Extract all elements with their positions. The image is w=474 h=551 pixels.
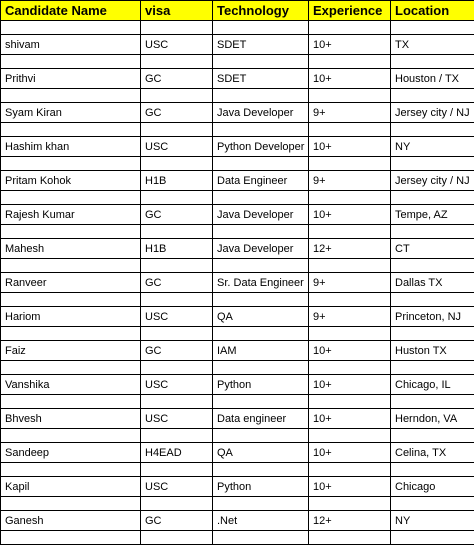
visa-cell[interactable]: H1B — [141, 239, 213, 259]
empty-cell[interactable] — [1, 463, 141, 477]
empty-cell[interactable] — [309, 89, 391, 103]
empty-cell[interactable] — [1, 259, 141, 273]
empty-cell[interactable] — [391, 463, 474, 477]
visa-cell[interactable]: USC — [141, 35, 213, 55]
visa-cell[interactable]: USC — [141, 375, 213, 395]
empty-cell[interactable] — [391, 191, 474, 205]
experience-cell[interactable]: 10+ — [309, 409, 391, 429]
technology-cell[interactable]: Python — [213, 477, 309, 497]
spacer-row — [1, 55, 474, 69]
spacer-row — [1, 463, 474, 477]
location-cell[interactable]: Jersey city / NJ — [391, 103, 474, 123]
empty-cell[interactable] — [141, 259, 213, 273]
table-row — [1, 511, 474, 531]
table-row — [1, 375, 474, 395]
empty-cell[interactable] — [391, 497, 474, 511]
location-cell[interactable]: Tempe, AZ — [391, 205, 474, 225]
table-row — [1, 443, 474, 463]
technology-cell[interactable]: Python — [213, 375, 309, 395]
spacer-row — [1, 157, 474, 171]
empty-cell[interactable] — [141, 21, 213, 35]
empty-cell[interactable] — [141, 293, 213, 307]
empty-cell[interactable] — [141, 531, 213, 545]
empty-cell[interactable] — [141, 395, 213, 409]
experience-cell[interactable]: 9+ — [309, 307, 391, 327]
empty-cell[interactable] — [213, 123, 309, 137]
empty-cell[interactable] — [141, 123, 213, 137]
empty-cell[interactable] — [1, 395, 141, 409]
location-cell[interactable]: NY — [391, 137, 474, 157]
spacer-row — [1, 259, 474, 273]
empty-cell[interactable] — [391, 225, 474, 239]
empty-cell[interactable] — [213, 191, 309, 205]
spacer-row — [1, 395, 474, 409]
spacer-row — [1, 191, 474, 205]
empty-cell[interactable] — [391, 55, 474, 69]
experience-cell[interactable]: 10+ — [309, 137, 391, 157]
header-location[interactable]: Location — [391, 1, 474, 21]
location-cell[interactable]: TX — [391, 35, 474, 55]
table-row — [1, 307, 474, 327]
empty-cell[interactable] — [141, 429, 213, 443]
empty-cell[interactable] — [1, 531, 141, 545]
empty-cell[interactable] — [1, 225, 141, 239]
technology-cell[interactable]: Java Developer — [213, 205, 309, 225]
table-row — [1, 477, 474, 497]
empty-cell[interactable] — [141, 497, 213, 511]
empty-cell[interactable] — [309, 429, 391, 443]
candidate-name-cell[interactable]: Bhvesh — [1, 409, 141, 429]
empty-cell[interactable] — [213, 293, 309, 307]
location-cell[interactable]: Huston TX — [391, 341, 474, 361]
experience-cell[interactable]: 10+ — [309, 341, 391, 361]
empty-cell[interactable] — [213, 55, 309, 69]
experience-cell[interactable]: 12+ — [309, 511, 391, 531]
table-body — [1, 21, 474, 545]
empty-cell[interactable] — [309, 497, 391, 511]
technology-cell[interactable]: Sr. Data Engineer — [213, 273, 309, 293]
spacer-row — [1, 531, 474, 545]
empty-cell[interactable] — [213, 21, 309, 35]
empty-cell[interactable] — [309, 361, 391, 375]
experience-cell[interactable]: 9+ — [309, 273, 391, 293]
empty-cell[interactable] — [1, 327, 141, 341]
visa-cell[interactable]: H1B — [141, 171, 213, 191]
visa-cell[interactable]: USC — [141, 409, 213, 429]
empty-cell[interactable] — [1, 361, 141, 375]
empty-cell[interactable] — [391, 123, 474, 137]
candidate-name-cell[interactable]: Vanshika — [1, 375, 141, 395]
empty-cell[interactable] — [391, 89, 474, 103]
visa-cell[interactable]: USC — [141, 307, 213, 327]
location-cell[interactable]: Herndon, VA — [391, 409, 474, 429]
empty-cell[interactable] — [309, 531, 391, 545]
empty-cell[interactable] — [1, 191, 141, 205]
empty-cell[interactable] — [391, 157, 474, 171]
spacer-row — [1, 225, 474, 239]
table-row — [1, 205, 474, 225]
candidate-name-cell[interactable]: Sandeep — [1, 443, 141, 463]
candidate-name-cell[interactable]: Hariom — [1, 307, 141, 327]
visa-cell[interactable]: USC — [141, 137, 213, 157]
empty-cell[interactable] — [1, 55, 141, 69]
experience-cell[interactable]: 12+ — [309, 239, 391, 259]
empty-cell[interactable] — [213, 225, 309, 239]
table-row — [1, 35, 474, 55]
location-cell[interactable]: Chicago, IL — [391, 375, 474, 395]
table-row — [1, 273, 474, 293]
empty-cell[interactable] — [1, 21, 141, 35]
empty-cell[interactable] — [309, 55, 391, 69]
empty-cell[interactable] — [309, 191, 391, 205]
empty-cell[interactable] — [391, 259, 474, 273]
empty-cell[interactable] — [391, 361, 474, 375]
visa-cell[interactable]: GC — [141, 273, 213, 293]
experience-cell[interactable]: 10+ — [309, 35, 391, 55]
empty-cell[interactable] — [213, 497, 309, 511]
empty-cell[interactable] — [141, 157, 213, 171]
spacer-row — [1, 361, 474, 375]
empty-cell[interactable] — [391, 531, 474, 545]
location-cell[interactable]: NY — [391, 511, 474, 531]
candidate-name-cell[interactable]: shivam — [1, 35, 141, 55]
technology-cell[interactable]: Java Developer — [213, 239, 309, 259]
experience-cell[interactable]: 10+ — [309, 69, 391, 89]
candidate-name-cell[interactable]: Prithvi — [1, 69, 141, 89]
candidate-name-cell[interactable]: Hashim khan — [1, 137, 141, 157]
empty-cell[interactable] — [309, 327, 391, 341]
empty-cell[interactable] — [391, 293, 474, 307]
empty-cell[interactable] — [213, 327, 309, 341]
experience-cell[interactable]: 10+ — [309, 205, 391, 225]
empty-cell[interactable] — [213, 157, 309, 171]
empty-cell[interactable] — [1, 123, 141, 137]
technology-cell[interactable]: Java Developer — [213, 103, 309, 123]
empty-cell[interactable] — [1, 89, 141, 103]
location-cell[interactable]: Jersey city / NJ — [391, 171, 474, 191]
header-candidate-name[interactable]: Candidate Name — [1, 1, 141, 21]
empty-cell[interactable] — [309, 225, 391, 239]
table-row — [1, 171, 474, 191]
empty-cell[interactable] — [213, 89, 309, 103]
empty-cell[interactable] — [1, 293, 141, 307]
candidate-name-cell[interactable]: Kapil — [1, 477, 141, 497]
table-row — [1, 341, 474, 361]
experience-cell[interactable]: 10+ — [309, 375, 391, 395]
location-cell[interactable]: Celina, TX — [391, 443, 474, 463]
location-cell[interactable]: Dallas TX — [391, 273, 474, 293]
visa-cell[interactable]: H4EAD — [141, 443, 213, 463]
empty-cell[interactable] — [309, 157, 391, 171]
candidate-name-cell[interactable]: Rajesh Kumar — [1, 205, 141, 225]
empty-cell[interactable] — [141, 55, 213, 69]
technology-cell[interactable]: QA — [213, 307, 309, 327]
experience-cell[interactable]: 9+ — [309, 103, 391, 123]
table-row — [1, 103, 474, 123]
spacer-row — [1, 327, 474, 341]
empty-cell[interactable] — [213, 259, 309, 273]
empty-cell[interactable] — [213, 429, 309, 443]
location-cell[interactable]: CT — [391, 239, 474, 259]
table-row — [1, 409, 474, 429]
header-row — [1, 1, 474, 21]
technology-cell[interactable]: Data engineer — [213, 409, 309, 429]
header-visa[interactable]: visa — [141, 1, 213, 21]
empty-cell[interactable] — [213, 395, 309, 409]
empty-cell[interactable] — [309, 293, 391, 307]
spacer-row — [1, 21, 474, 35]
empty-cell[interactable] — [141, 89, 213, 103]
table-row — [1, 239, 474, 259]
empty-cell[interactable] — [391, 327, 474, 341]
visa-cell[interactable]: GC — [141, 103, 213, 123]
candidate-name-cell[interactable]: Syam Kiran — [1, 103, 141, 123]
spacer-row — [1, 89, 474, 103]
header-experience[interactable]: Experience — [309, 1, 391, 21]
empty-cell[interactable] — [309, 463, 391, 477]
empty-cell[interactable] — [141, 191, 213, 205]
empty-cell[interactable] — [141, 361, 213, 375]
empty-cell[interactable] — [391, 395, 474, 409]
location-cell[interactable]: Princeton, NJ — [391, 307, 474, 327]
table-row — [1, 137, 474, 157]
visa-cell[interactable]: USC — [141, 477, 213, 497]
visa-cell[interactable]: GC — [141, 205, 213, 225]
experience-cell[interactable]: 10+ — [309, 443, 391, 463]
empty-cell[interactable] — [1, 429, 141, 443]
spacer-row — [1, 429, 474, 443]
empty-cell[interactable] — [141, 225, 213, 239]
visa-cell[interactable]: GC — [141, 511, 213, 531]
empty-cell[interactable] — [309, 123, 391, 137]
visa-cell[interactable]: GC — [141, 69, 213, 89]
technology-cell[interactable]: Data Engineer — [213, 171, 309, 191]
table-row — [1, 69, 474, 89]
technology-cell[interactable]: QA — [213, 443, 309, 463]
candidate-name-cell[interactable]: Mahesh — [1, 239, 141, 259]
candidate-name-cell[interactable]: Pritam Kohok — [1, 171, 141, 191]
empty-cell[interactable] — [309, 21, 391, 35]
visa-cell[interactable]: GC — [141, 341, 213, 361]
header-technology[interactable]: Technology — [213, 1, 309, 21]
technology-cell[interactable]: SDET — [213, 69, 309, 89]
technology-cell[interactable]: SDET — [213, 35, 309, 55]
spacer-row — [1, 293, 474, 307]
empty-cell[interactable] — [1, 157, 141, 171]
empty-cell[interactable] — [213, 463, 309, 477]
location-cell[interactable]: Houston / TX — [391, 69, 474, 89]
experience-cell[interactable]: 10+ — [309, 477, 391, 497]
experience-cell[interactable]: 9+ — [309, 171, 391, 191]
empty-cell[interactable] — [309, 395, 391, 409]
spacer-row — [1, 497, 474, 511]
technology-cell[interactable]: .Net — [213, 511, 309, 531]
candidate-name-cell[interactable]: Faiz — [1, 341, 141, 361]
spacer-row — [1, 123, 474, 137]
empty-cell[interactable] — [213, 361, 309, 375]
empty-cell[interactable] — [213, 531, 309, 545]
empty-cell[interactable] — [391, 21, 474, 35]
empty-cell[interactable] — [309, 259, 391, 273]
empty-cell[interactable] — [141, 463, 213, 477]
candidate-name-cell[interactable]: Ganesh — [1, 511, 141, 531]
technology-cell[interactable]: IAM — [213, 341, 309, 361]
candidate-name-cell[interactable]: Ranveer — [1, 273, 141, 293]
empty-cell[interactable] — [391, 429, 474, 443]
empty-cell[interactable] — [141, 327, 213, 341]
location-cell[interactable]: Chicago — [391, 477, 474, 497]
technology-cell[interactable]: Python Developer — [213, 137, 309, 157]
empty-cell[interactable] — [1, 497, 141, 511]
